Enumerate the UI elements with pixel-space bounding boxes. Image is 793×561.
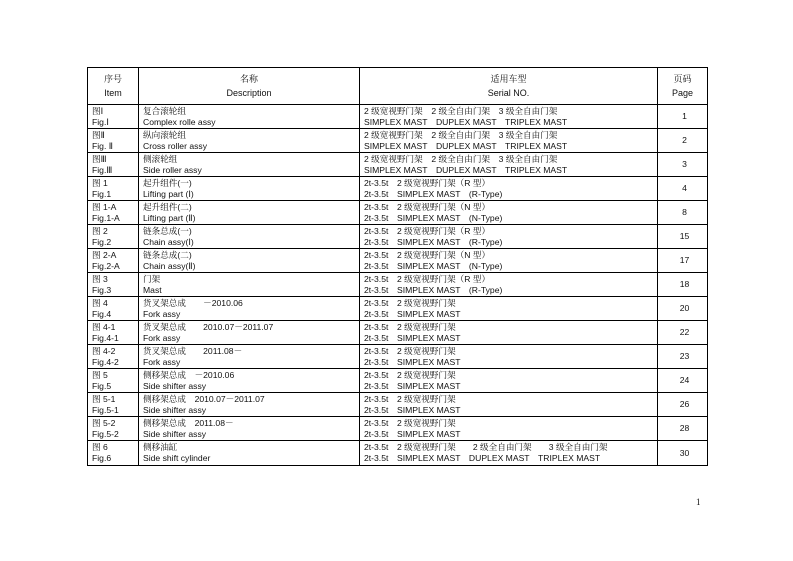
serial-cell bbox=[360, 249, 658, 273]
table-row bbox=[88, 153, 708, 177]
header-item-cn: 序号 bbox=[103, 74, 122, 84]
table-row bbox=[88, 105, 708, 129]
description-cn: 链条总成(一) bbox=[143, 225, 192, 236]
description-cn: 复合滚轮组 bbox=[143, 105, 186, 116]
description-cell bbox=[139, 297, 360, 321]
description-cn: 起升组件(一) bbox=[143, 177, 192, 188]
header-description bbox=[139, 68, 360, 105]
description-cell bbox=[139, 369, 360, 393]
serial-en: 2t-3.5t SIMPLEX MAST bbox=[364, 428, 461, 439]
item-cell bbox=[88, 129, 139, 153]
header-serial-en: Serial NO. bbox=[487, 88, 530, 98]
item-cell bbox=[88, 177, 139, 201]
page-cell: 22 bbox=[658, 321, 708, 345]
table-row bbox=[88, 417, 708, 441]
serial-cn: 2t-3.5t 2 级宽视野门架（N 型） bbox=[364, 201, 491, 212]
item-cn: 图 1 bbox=[92, 177, 108, 188]
table-row bbox=[88, 297, 708, 321]
header-serial bbox=[360, 68, 658, 105]
page-number: 1 bbox=[696, 497, 701, 507]
item-cn: 图 6 bbox=[92, 442, 108, 453]
header-item-en: Item bbox=[104, 88, 122, 98]
page-cell: 4 bbox=[658, 177, 708, 201]
serial-cell bbox=[360, 177, 658, 201]
header-row bbox=[88, 68, 708, 105]
item-cn: 图 4-1 bbox=[92, 321, 116, 332]
description-cell bbox=[139, 393, 360, 417]
serial-cell bbox=[360, 201, 658, 225]
description-cn: 纵向滚轮组 bbox=[143, 129, 186, 140]
item-cell bbox=[88, 201, 139, 225]
page-cell: 20 bbox=[658, 297, 708, 321]
item-cn: 图Ⅱ bbox=[92, 129, 105, 140]
table-row bbox=[88, 369, 708, 393]
serial-cell bbox=[360, 273, 658, 297]
header-serial-cn: 适用车型 bbox=[490, 74, 527, 84]
item-cn: 图 2-A bbox=[92, 249, 117, 260]
description-cn: 链条总成(二) bbox=[143, 249, 192, 260]
item-en: Fig.5-1 bbox=[92, 404, 119, 415]
serial-cn: 2t-3.5t 2 级宽视野门架（R 型） bbox=[364, 273, 491, 284]
item-en: Fig.1 bbox=[92, 188, 112, 199]
table-row bbox=[88, 129, 708, 153]
item-en: Fig.5 bbox=[92, 380, 112, 391]
item-cn: 图 5-2 bbox=[92, 417, 116, 428]
serial-en: SIMPLEX MAST DUPLEX MAST TRIPLEX MAST bbox=[364, 140, 568, 151]
page-cell: 15 bbox=[658, 225, 708, 249]
table-row bbox=[88, 441, 708, 466]
description-en: Lifting part (Ⅰ) bbox=[143, 188, 194, 199]
serial-en: 2t-3.5t SIMPLEX MAST bbox=[364, 356, 461, 367]
item-cell bbox=[88, 345, 139, 369]
description-cell bbox=[139, 201, 360, 225]
serial-cell bbox=[360, 417, 658, 441]
table-row bbox=[88, 225, 708, 249]
index-table bbox=[87, 67, 708, 466]
table-row bbox=[88, 201, 708, 225]
serial-cn: 2t-3.5t 2 级宽视野门架（N 型） bbox=[364, 249, 491, 260]
description-en: Side shifter assy bbox=[143, 428, 207, 439]
serial-cn: 2t-3.5t 2 级宽视野门架（R 型） bbox=[364, 225, 491, 236]
description-cell bbox=[139, 177, 360, 201]
item-en: Fig.4-2 bbox=[92, 356, 119, 367]
item-en: Fig.4 bbox=[92, 308, 112, 319]
description-cell bbox=[139, 273, 360, 297]
description-cn: 侧移架总成 －2010.06 bbox=[143, 369, 235, 380]
description-cell bbox=[139, 153, 360, 177]
item-cell bbox=[88, 393, 139, 417]
description-cell bbox=[139, 225, 360, 249]
header-item bbox=[88, 68, 139, 105]
serial-en: 2t-3.5t SIMPLEX MAST bbox=[364, 380, 461, 391]
item-cell bbox=[88, 321, 139, 345]
item-cell bbox=[88, 105, 139, 129]
item-en: Fig.2 bbox=[92, 236, 112, 247]
description-cell bbox=[139, 129, 360, 153]
serial-cn: 2 级宽视野门架 2 级全自由门架 3 级全自由门架 bbox=[364, 153, 558, 164]
page-cell: 30 bbox=[658, 441, 708, 466]
serial-cell bbox=[360, 153, 658, 177]
item-en: Fig.Ⅰ bbox=[92, 116, 109, 127]
table-row bbox=[88, 321, 708, 345]
header-page-en: Page bbox=[671, 88, 694, 98]
serial-cell bbox=[360, 225, 658, 249]
page-cell: 18 bbox=[658, 273, 708, 297]
serial-cn: 2t-3.5t 2 级宽视野门架 2 级全自由门架 3 级全自由门架 bbox=[364, 442, 608, 453]
description-cn: 侧移架总成 2011.08－ bbox=[143, 417, 234, 428]
item-cn: 图 3 bbox=[92, 273, 108, 284]
table-row bbox=[88, 273, 708, 297]
item-cell bbox=[88, 297, 139, 321]
item-cell bbox=[88, 273, 139, 297]
item-en: Fig.Ⅲ bbox=[92, 164, 113, 175]
description-cell bbox=[139, 105, 360, 129]
serial-en: 2t-3.5t SIMPLEX MAST (N-Type) bbox=[364, 212, 503, 223]
description-cell bbox=[139, 321, 360, 345]
item-cn: 图 4 bbox=[92, 297, 108, 308]
description-cn: 货叉架总成 2010.07－2011.07 bbox=[143, 321, 274, 332]
item-en: Fig.5-2 bbox=[92, 428, 119, 439]
description-cell bbox=[139, 441, 360, 466]
item-cn: 图 2 bbox=[92, 225, 108, 236]
item-en: Fig.1-A bbox=[92, 212, 120, 223]
item-cn: 图 4-2 bbox=[92, 345, 116, 356]
table-body bbox=[88, 105, 708, 466]
page-cell: 1 bbox=[658, 105, 708, 129]
serial-en: 2t-3.5t SIMPLEX MAST bbox=[364, 308, 461, 319]
description-en: Side shift cylinder bbox=[143, 453, 211, 463]
header-description-cn: 名称 bbox=[239, 74, 258, 84]
serial-cn: 2t-3.5t 2 级宽视野门架 bbox=[364, 345, 456, 356]
page-cell: 23 bbox=[658, 345, 708, 369]
table-row bbox=[88, 345, 708, 369]
item-cn: 图Ⅰ bbox=[92, 105, 104, 116]
item-cell bbox=[88, 441, 139, 466]
header-page bbox=[658, 68, 708, 105]
serial-cn: 2t-3.5t 2 级宽视野门架 bbox=[364, 321, 456, 332]
description-en: Side shifter assy bbox=[143, 380, 207, 391]
serial-cn: 2t-3.5t 2 级宽视野门架 bbox=[364, 417, 456, 428]
serial-cell bbox=[360, 393, 658, 417]
serial-cn: 2t-3.5t 2 级宽视野门架（R 型） bbox=[364, 177, 491, 188]
description-cn: 起升组件(二) bbox=[143, 201, 192, 212]
description-cn: 侧滚轮组 bbox=[143, 153, 178, 164]
description-en: Mast bbox=[143, 284, 162, 295]
description-cn: 门架 bbox=[143, 273, 161, 284]
description-cell bbox=[139, 249, 360, 273]
description-cell bbox=[139, 417, 360, 441]
header-description-en: Description bbox=[226, 88, 272, 98]
serial-cn: 2t-3.5t 2 级宽视野门架 bbox=[364, 369, 456, 380]
serial-en: 2t-3.5t SIMPLEX MAST (R-Type) bbox=[364, 236, 503, 247]
description-cn: 货叉架总成 －2010.06 bbox=[143, 297, 243, 308]
description-en: Side roller assy bbox=[143, 164, 202, 175]
serial-cell bbox=[360, 369, 658, 393]
serial-en: 2t-3.5t SIMPLEX MAST (N-Type) bbox=[364, 260, 503, 271]
table-row bbox=[88, 393, 708, 417]
item-en: Fig.6 bbox=[92, 453, 112, 463]
serial-en: SIMPLEX MAST DUPLEX MAST TRIPLEX MAST bbox=[364, 116, 568, 127]
serial-cell bbox=[360, 321, 658, 345]
serial-en: 2t-3.5t SIMPLEX MAST bbox=[364, 404, 461, 415]
serial-en: 2t-3.5t SIMPLEX MAST DUPLEX MAST TRIPLEX MAST bbox=[364, 453, 601, 463]
item-cn: 图Ⅲ bbox=[92, 153, 107, 164]
page-cell: 8 bbox=[658, 201, 708, 225]
item-cell bbox=[88, 369, 139, 393]
item-cell bbox=[88, 417, 139, 441]
page-cell: 24 bbox=[658, 369, 708, 393]
description-cn: 侧移架总成 2010.07－2011.07 bbox=[143, 393, 265, 404]
description-en: Complex rolle assy bbox=[143, 116, 216, 127]
serial-en: 2t-3.5t SIMPLEX MAST (R-Type) bbox=[364, 284, 503, 295]
description-cn: 侧移油缸 bbox=[143, 442, 178, 453]
item-cn: 图 5 bbox=[92, 369, 108, 380]
item-en: Fig.3 bbox=[92, 284, 112, 295]
item-en: Fig.4-1 bbox=[92, 332, 119, 343]
description-en: Side shifter assy bbox=[143, 404, 207, 415]
table-row bbox=[88, 249, 708, 273]
serial-en: 2t-3.5t SIMPLEX MAST bbox=[364, 332, 461, 343]
description-en: Cross roller assy bbox=[143, 140, 207, 151]
serial-cell bbox=[360, 441, 658, 466]
serial-en: 2t-3.5t SIMPLEX MAST (R-Type) bbox=[364, 188, 503, 199]
item-en: Fig.2-A bbox=[92, 260, 120, 271]
page-cell: 2 bbox=[658, 129, 708, 153]
serial-cn: 2t-3.5t 2 级宽视野门架 bbox=[364, 297, 456, 308]
serial-cn: 2 级宽视野门架 2 级全自由门架 3 级全自由门架 bbox=[364, 129, 558, 140]
description-cell bbox=[139, 345, 360, 369]
description-en: Chain assy(Ⅱ) bbox=[143, 260, 196, 271]
page-cell: 26 bbox=[658, 393, 708, 417]
item-cell bbox=[88, 153, 139, 177]
serial-cn: 2 级宽视野门架 2 级全自由门架 3 级全自由门架 bbox=[364, 105, 558, 116]
serial-en: SIMPLEX MAST DUPLEX MAST TRIPLEX MAST bbox=[364, 164, 568, 175]
serial-cell bbox=[360, 105, 658, 129]
item-cn: 图 5-1 bbox=[92, 393, 116, 404]
serial-cell bbox=[360, 345, 658, 369]
item-cell bbox=[88, 249, 139, 273]
table-row bbox=[88, 177, 708, 201]
page-cell: 3 bbox=[658, 153, 708, 177]
item-cell bbox=[88, 225, 139, 249]
description-en: Fork assy bbox=[143, 308, 181, 319]
page-cell: 17 bbox=[658, 249, 708, 273]
description-en: Fork assy bbox=[143, 332, 181, 343]
description-cn: 货叉架总成 2011.08－ bbox=[143, 345, 243, 356]
serial-cell bbox=[360, 297, 658, 321]
header-page-cn: 页码 bbox=[673, 74, 692, 84]
item-cn: 图 1-A bbox=[92, 201, 117, 212]
page-cell: 28 bbox=[658, 417, 708, 441]
description-en: Lifting part (Ⅱ) bbox=[143, 212, 196, 223]
item-en: Fig. Ⅱ bbox=[92, 140, 113, 151]
serial-cn: 2t-3.5t 2 级宽视野门架 bbox=[364, 393, 456, 404]
serial-cell bbox=[360, 129, 658, 153]
description-en: Chain assy(Ⅰ) bbox=[143, 236, 194, 247]
description-en: Fork assy bbox=[143, 356, 181, 367]
